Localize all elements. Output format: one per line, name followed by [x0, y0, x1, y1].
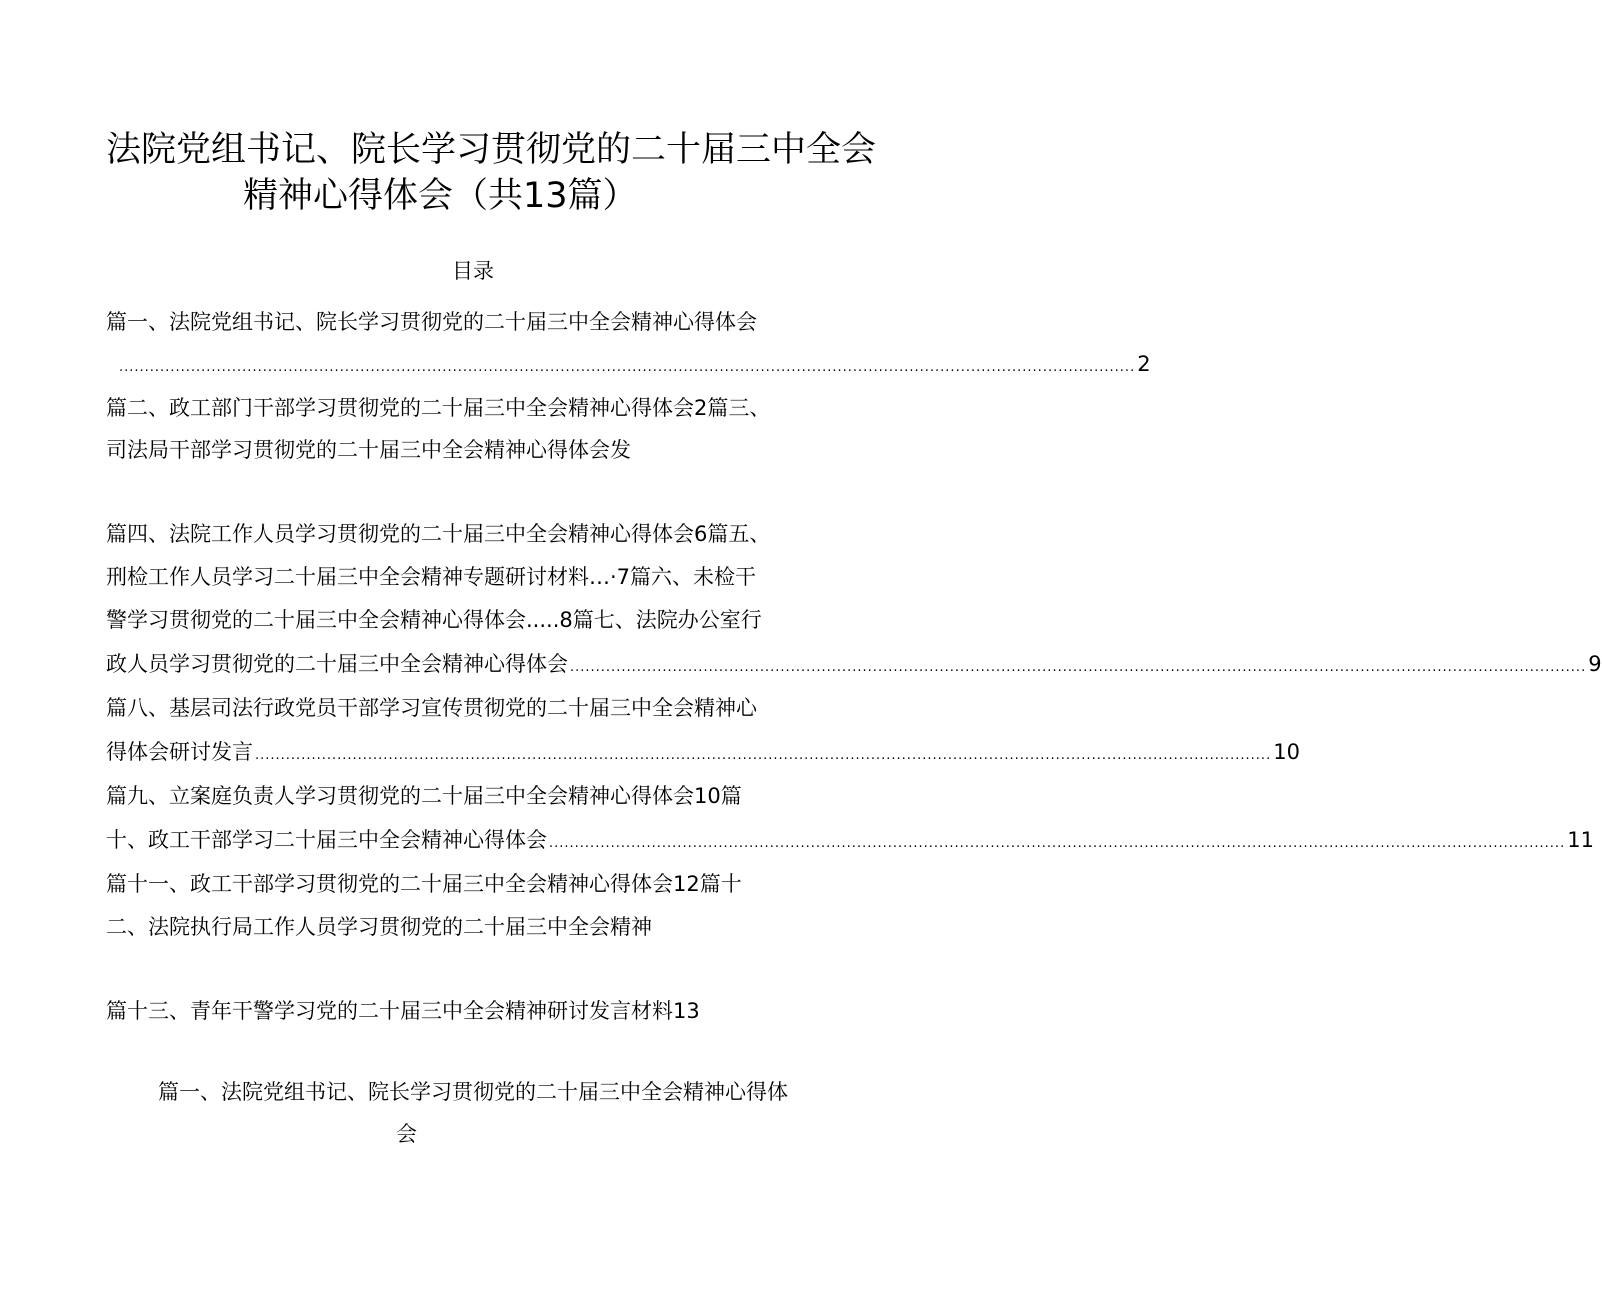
toc-line[interactable] [106, 437, 631, 463]
toc-line[interactable] [106, 564, 756, 590]
toc-line[interactable] [106, 783, 742, 809]
toc-line[interactable] [106, 871, 742, 897]
toc-line-text: 篇二、政工部门干部学习贯彻党的二十届三中全会精神心得体会2篇三、 [106, 396, 771, 420]
toc-line[interactable] [106, 914, 652, 940]
toc-line-text: 十、政工干部学习二十届三中全会精神心得体会 [106, 828, 547, 852]
toc-line[interactable] [106, 695, 757, 721]
toc-page-number: 11 [1567, 828, 1594, 852]
toc-line-text: 篇十一、政工干部学习贯彻党的二十届三中全会精神心得体会12篇十 [106, 872, 742, 896]
toc-line-text: 篇一、法院党组书记、院长学习贯彻党的二十届三中全会精神心得体会 [106, 310, 757, 334]
toc-leader-dots: ...................................................................................................................................................................................................... [570, 660, 1587, 675]
toc-line-text: 篇十三、青年干警学习党的二十届三中全会精神研讨发言材料13 [106, 999, 700, 1023]
toc-line[interactable] [106, 607, 762, 633]
toc-line-text: 司法局干部学习贯彻党的二十届三中全会精神心得体会发 [106, 438, 631, 462]
toc-line[interactable] [106, 309, 826, 335]
toc-page-number: 10 [1273, 740, 1300, 764]
toc-line-text: 得体会研讨发言 [106, 740, 253, 764]
toc-line[interactable] [106, 827, 1594, 857]
toc-line-text: 刑检工作人员学习二十届三中全会精神专题研讨材料…·7篇六、未检干 [106, 565, 757, 589]
section-heading-line-1: 篇一、法院党组书记、院长学习贯彻党的二十届三中全会精神心得体 [158, 1080, 788, 1104]
toc-line[interactable] [106, 521, 770, 547]
document-title-line-1: 法院党组书记、院长学习贯彻党的二十届三中全会 [106, 130, 877, 170]
toc-heading: 目录 [452, 259, 494, 283]
toc-page-number: 9 [1588, 652, 1602, 676]
toc-line-text: 二、法院执行局工作人员学习贯彻党的二十届三中全会精神 [106, 915, 652, 939]
toc-line[interactable] [106, 739, 1300, 769]
toc-leader-dots: ...................................................................................................................................................................................................... [255, 748, 1272, 763]
section-heading-line-2: 会 [396, 1122, 417, 1146]
toc-page-number: 2 [1137, 352, 1151, 376]
toc-line-text: 警学习贯彻党的二十届三中全会精神心得体会.....8篇七、法院办公室行 [106, 608, 762, 632]
toc-leader-dots: ...................................................................................................................................................................................................... [549, 836, 1566, 851]
toc-line-text: 篇四、法院工作人员学习贯彻党的二十届三中全会精神心得体会6篇五、 [106, 522, 771, 546]
toc-line[interactable] [106, 651, 1602, 681]
toc-line[interactable] [106, 395, 770, 421]
toc-line-text: 篇八、基层司法行政党员干部学习宣传贯彻党的二十届三中全会精神心 [106, 696, 757, 720]
toc-leader-dots: ...................................................................................................................................................................................................... [119, 360, 1136, 375]
toc-line[interactable] [117, 351, 1151, 381]
toc-line-text: 政人员学习贯彻党的二十届三中全会精神心得体会 [106, 652, 568, 676]
toc-line[interactable] [106, 998, 700, 1024]
document-title-line-2: 精神心得体会（共13篇） [243, 176, 638, 216]
toc-line-text: 篇九、立案庭负责人学习贯彻党的二十届三中全会精神心得体会10篇 [106, 784, 742, 808]
